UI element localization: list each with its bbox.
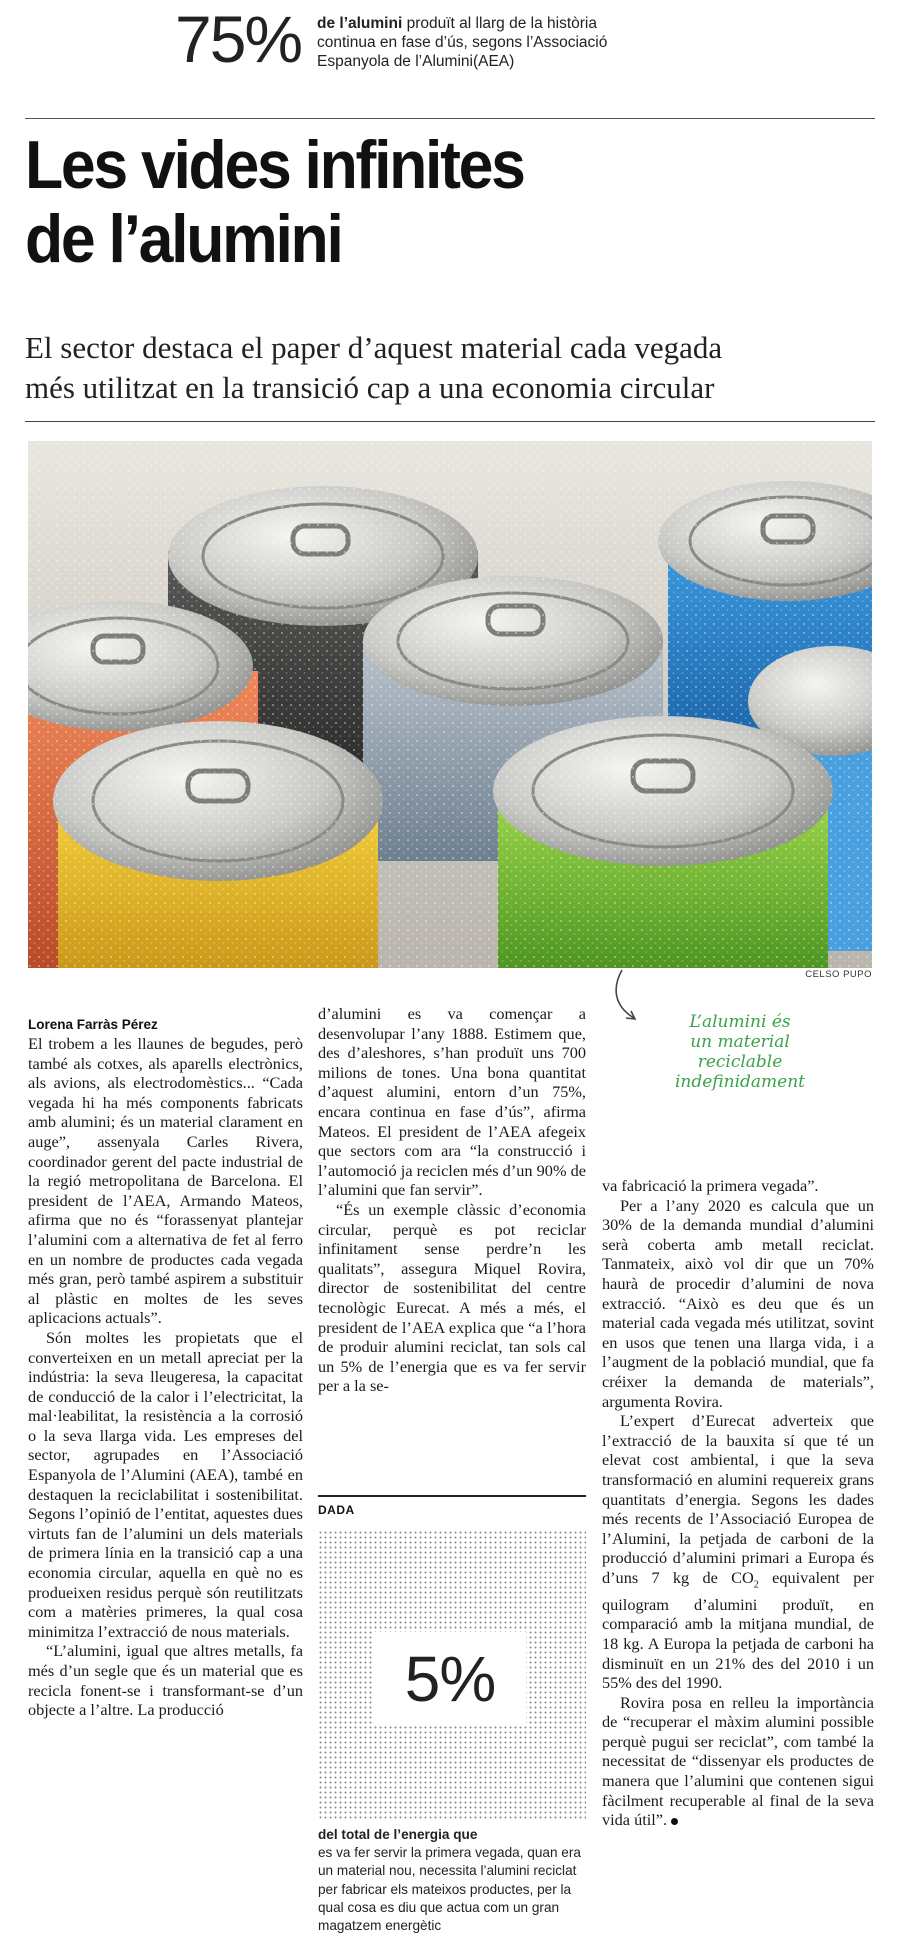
subtitle-line-1: El sector destaca el paper d’aquest material cada vegada bbox=[25, 330, 723, 365]
paragraph bbox=[602, 1693, 874, 1830]
byline: Lorena Farràs Pérez bbox=[28, 1017, 158, 1032]
pull-quote-line-2: un material bbox=[690, 1032, 790, 1052]
article-column-1 bbox=[28, 1015, 303, 1720]
subtitle-line-2: més utilitzat en la transició cap a una economia circular bbox=[25, 370, 715, 405]
headline bbox=[25, 128, 816, 276]
photo-credit: CELSO PUPO bbox=[805, 969, 872, 980]
dada-caption-bold: del total de l’energia que bbox=[318, 1827, 478, 1842]
dada-caption bbox=[318, 1826, 586, 1935]
dada-value: 5% bbox=[404, 1643, 496, 1715]
headline-line-2: de l’alumini bbox=[25, 201, 342, 277]
paragraph: El trobem a les llaunes de begudes, però també als cotxes, als aparells electrònics, als avions, als electrodomèstics... “Cada vegada hi ha més components fabricats amb alumini; és un material clarament en auge”, assenyala Carles Rivera, coordinador gerent del pacte industrial de la regió metropolitana de Barcelona. El president de l’AEA, Armando Mateos, afirma que no és “forassenyat plantejar l’alumini com a alternativa de fet al ferro en un nombre de productes cada vegada més gran, però també aspirem a substituir al plàstic en moltes de les seves aplicacions actuals”. bbox=[28, 1034, 303, 1328]
dada-divider bbox=[318, 1495, 586, 1497]
article-column-3 bbox=[602, 1176, 874, 1830]
pull-quote bbox=[640, 1012, 840, 1092]
pull-quote-line-1: L’alumini és bbox=[689, 1012, 791, 1032]
paragraph: d’alumini es va començar a desenvolupar l’any 1888. Estimem que, des d’aleshores, s’han produït uns 700 milions de tones. Una bona quantitat d’aquest alumini, entorn d’un 75%, encara continua en fase d’ús”, afirma Mateos. El president de l’AEA afegeix que sectors com ara “la construcció i l’automoció ja reciclen més d’un 90% de l’alumini que fan servir”. bbox=[318, 1004, 586, 1200]
dada-value-panel bbox=[374, 1632, 526, 1726]
paragraph: Per a l’any 2020 es calcula que un 30% de la demanda mundial d’alumini serà coberta amb metall reciclat. Tanmateix, això vol dir que un 70% haurà de procedir d’alumini de nova extracció. “Això es deu que és un material cada vegada més utilitzat, sovint en usos que tenen una llarga vida, i a l’augment de la població mundial, que fa créixer la demanda de materials”, argumenta Rovira. bbox=[602, 1195, 874, 1411]
paragraph: “És un exemple clàssic d’economia circular, perquè es pot reciclar infinitament sense perdre’n les qualitats”, assegura Miquel Rovira, director de sostenibilitat del centre tecnològic Eurecat. A més a més, el president de l’AEA explica que “a l’hora de produir alumini reciclat, tan sols cal un 5% de l’energia que es va fer servir per a la se- bbox=[318, 1199, 586, 1396]
subtitle-divider bbox=[25, 421, 875, 422]
pull-quote-line-4: indefinidament bbox=[674, 1072, 806, 1092]
pull-quote-line-3: reciclable bbox=[697, 1052, 783, 1072]
paragraph-part: equivalent per quilogram d’alumini produït, en comparació amb la mitjana mundial, de 18 kg. A Europa la petjada de carboni ha disminuït en un 21% des del 2010 i un 55% des del 1990. bbox=[602, 1567, 874, 1693]
dada-box bbox=[318, 1530, 586, 1820]
co2-subscript: 2 bbox=[753, 1579, 759, 1591]
stat-description bbox=[317, 14, 617, 71]
paragraph-part: Rovira posa en relleu la importància de “recuperar el màxim alumini possible perquè pugui ser reciclat”, com també la necessitat de “dissenyar els productes de manera que l’alumini que contenen sigui fàcilment recuperable al final de la seva vida útil”. bbox=[602, 1692, 874, 1830]
top-divider bbox=[25, 118, 875, 119]
stat-value: 75% bbox=[175, 2, 302, 76]
paragraph: va fabricació la primera vegada”. bbox=[602, 1176, 819, 1195]
dada-label: DADA bbox=[318, 1503, 355, 1517]
stat-lead: de l’alumini bbox=[317, 15, 403, 32]
end-mark-icon bbox=[671, 1818, 678, 1825]
paragraph: Són moltes les propietats que el converteixen en un metall apreciat per la indústria: la seva lleugeresa, la capacitat de conducció de la calor i l’electricitat, la mal·leabilitat, la resistència a la corrosió o la seva llarga vida. Les empreses del sector, agrupades en l’Associació Espanyola de l’Alumini (AEA), també en destaquen la reciclabilitat i sostenibilitat. Segons l’opinió de l’entitat, aquestes dues virtuts fan de l’alumini un dels materials de primera línia en la transició cap a una economia circular, aquella en què no es produeixen residus perquè són reutilitzats com a matèries primeres, la qual cosa minimitza l’extracció de nous materials. bbox=[28, 1327, 303, 1641]
paragraph bbox=[602, 1411, 874, 1693]
paragraph-part: L’expert d’Eurecat adverteix que l’extracció de la bauxita sí que té un elevat cost ambiental, i que la seva transformació en alumini requereix grans quantitats d’energia. Segons les dades més recents de l’Associació Europea de l’Alumini, la petjada de carboni de la producció d’alumini primari a Europa és d’uns 7 kg de CO bbox=[602, 1411, 874, 1587]
subtitle bbox=[25, 328, 885, 408]
dada-caption-text: es va fer servir la primera vegada, quan era un material nou, necessita l’alumini reciclat per fabricar els mateixos productes, per la qual cosa es diu que actua com un gran magatzem energètic bbox=[318, 1845, 581, 1934]
headline-line-1: Les vides infinites bbox=[25, 127, 524, 203]
cans-photo bbox=[28, 441, 872, 968]
stat-text: produït al llarg de la història continua en fase d’ús, segons l’Associació Espanyola de l’Alumini(AEA) bbox=[317, 15, 608, 70]
paragraph: “L’alumini, igual que altres metalls, fa més d’un segle que és un material que es recicla fonent-se i transformant-se d’un objecte a l’altre. La producció bbox=[28, 1641, 303, 1720]
article-column-2 bbox=[318, 1004, 586, 1396]
